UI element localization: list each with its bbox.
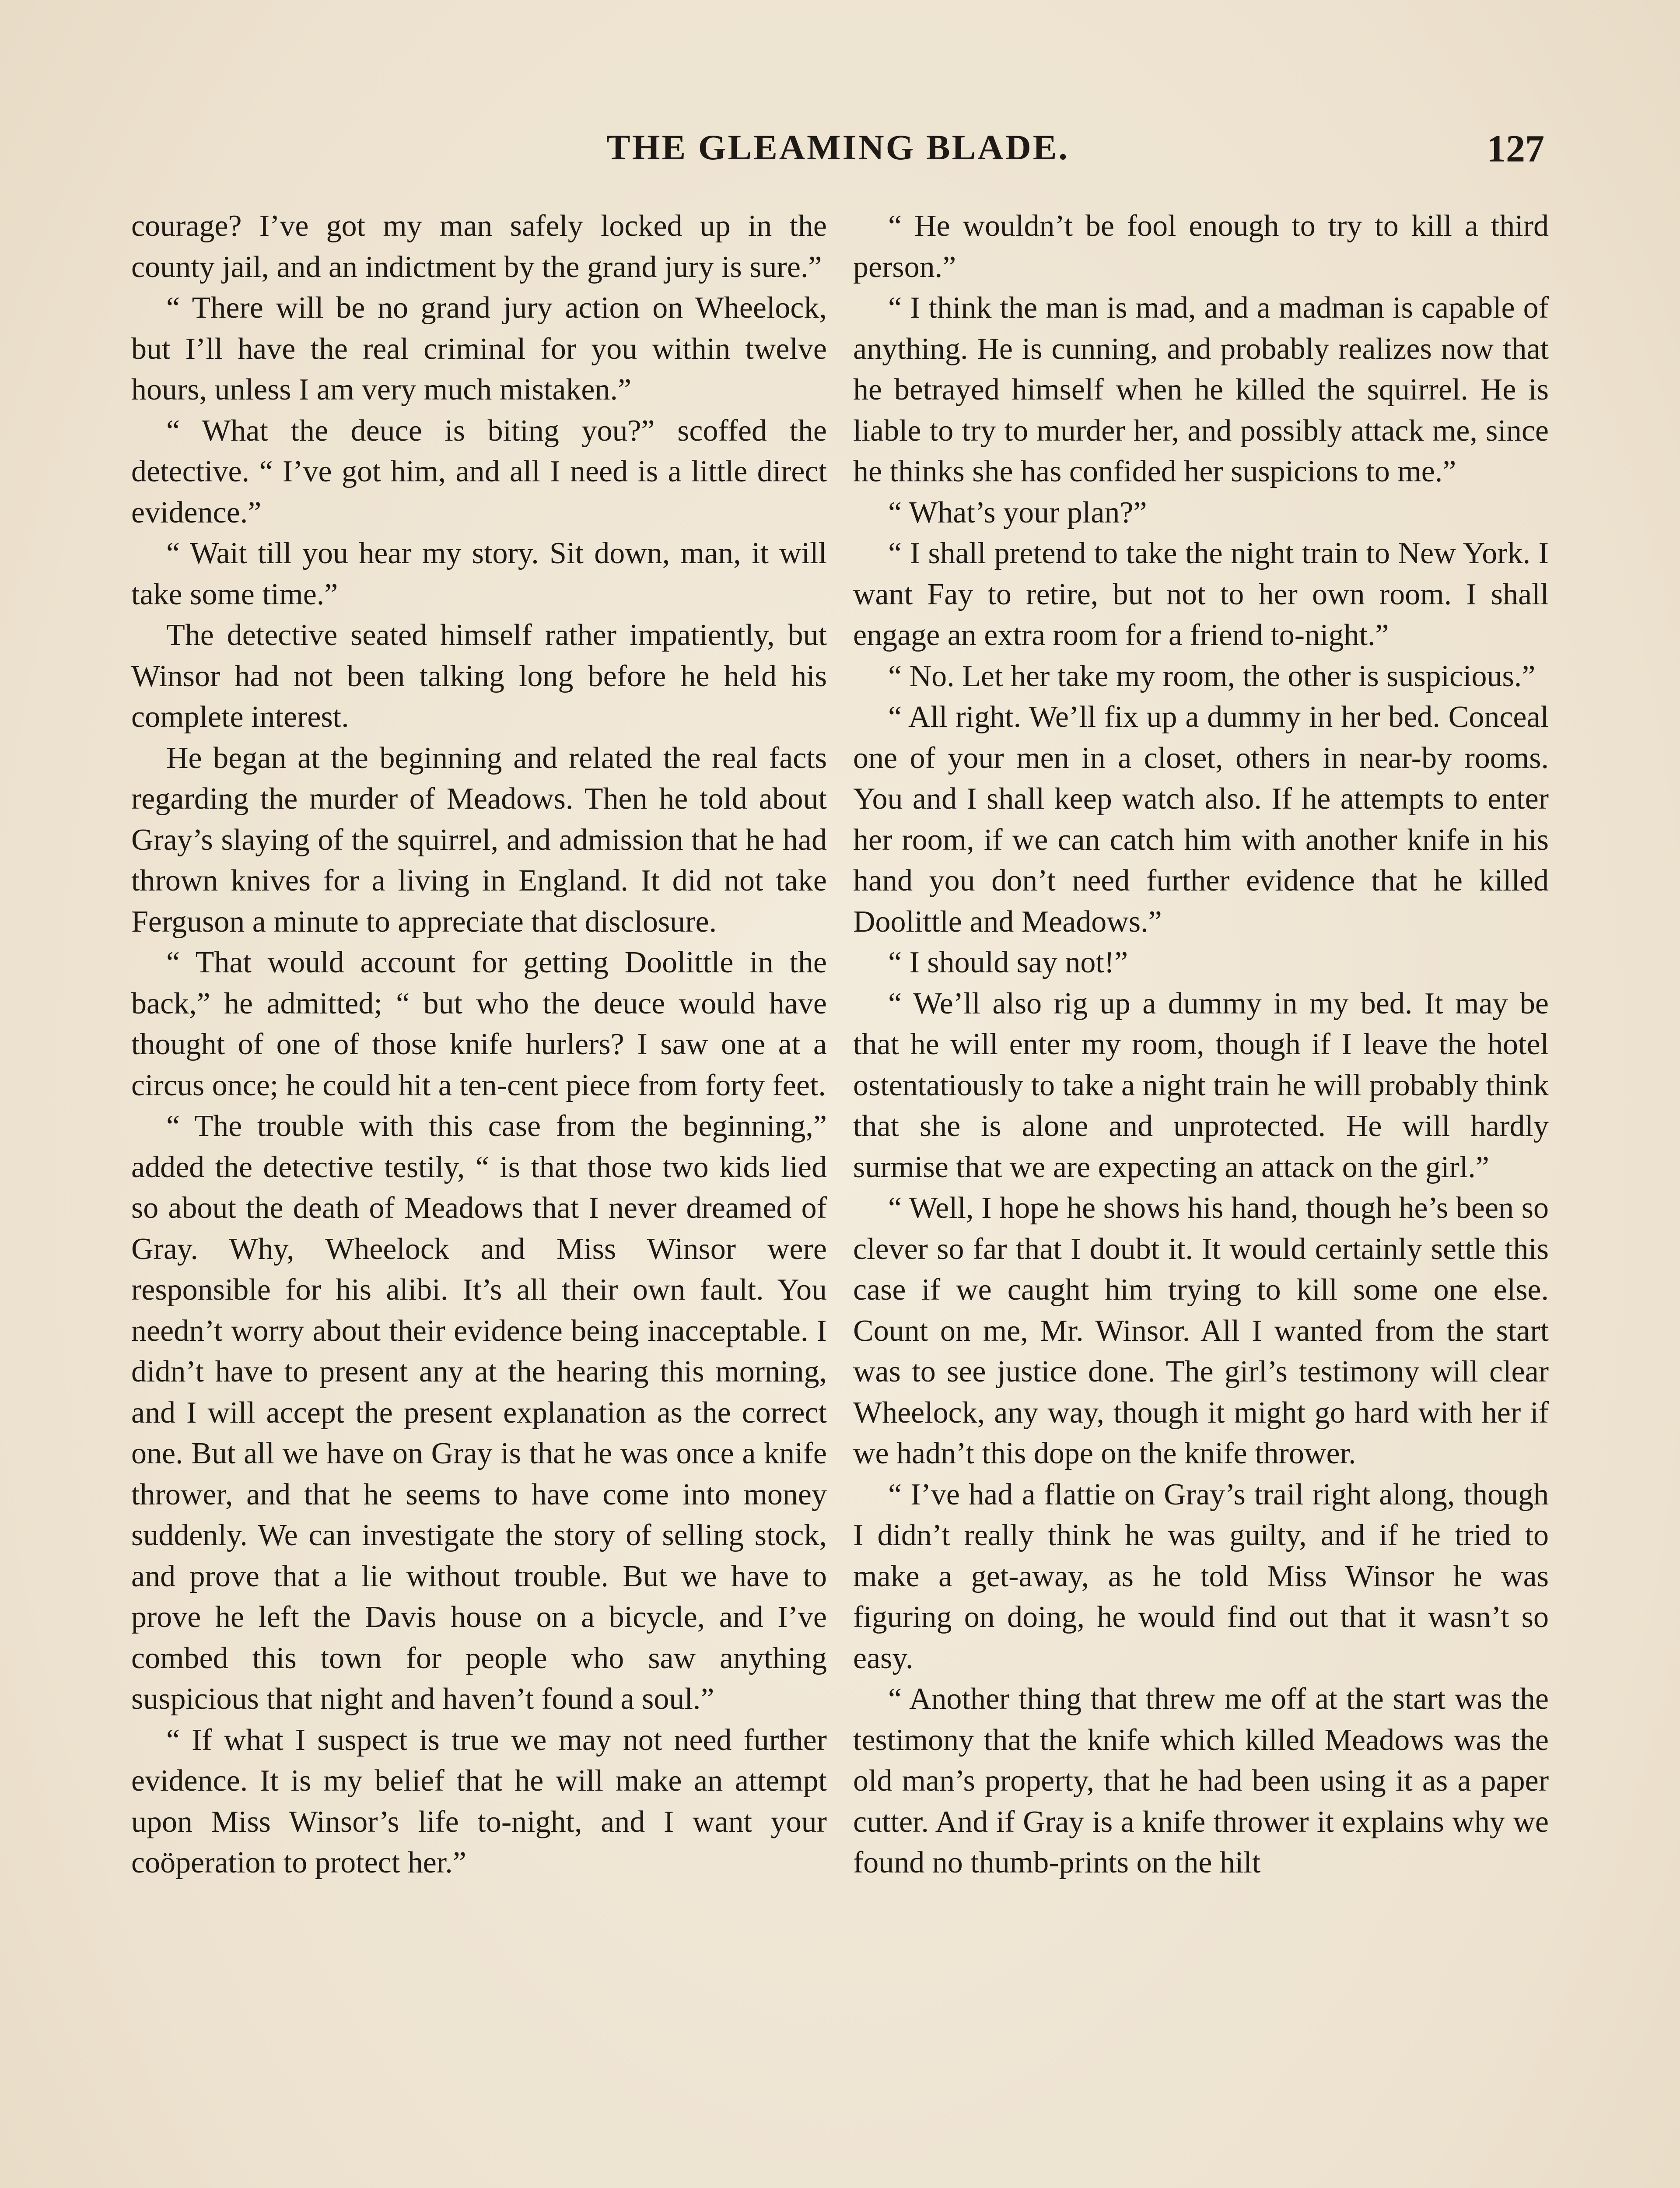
left-column xyxy=(131,206,827,1883)
paragraph: The detective seated himself rather impatiently, but Winsor had not been talking long before he held his complete interest. xyxy=(131,618,827,734)
paragraph: “ I’ve had a flattie on Gray’s trail right along, though I didn’t really think he was guilty, and if he tried to make a get-away, as he told Miss Winsor he was figuring on doing, he would find out that it wasn’t so easy. xyxy=(853,1477,1549,1675)
paragraph: “ We’ll also rig up a dummy in my bed. It may be that he will enter my room, though if I leave the hotel ostentatiously to take a night train he will probably think that she is alone and unprotected. He will hardly surmise that we are expecting an attack on the girl.” xyxy=(853,986,1549,1184)
paragraph: “ Another thing that threw me off at the start was the testimony that the knife which killed Meadows was the old man’s property, that he had been using it as a paper cutter. And if Gray is a knife thrower it explains why we found no thumb-prints on the hilt xyxy=(853,1682,1549,1879)
page-number: 127 xyxy=(1487,128,1544,170)
right-column xyxy=(853,206,1549,1883)
paragraph: “ I should say not!” xyxy=(888,946,1128,979)
paragraph: “ I shall pretend to take the night train to New York. I want Fay to retire, but not to her own room. I shall engage an extra room for a friend to-night.” xyxy=(853,536,1549,652)
paragraph: “ If what I suspect is true we may not need further evidence. It is my belief that he will make an attempt upon Miss Winsor’s life to-night, and I want your coöperation to protect her.” xyxy=(131,1723,827,1879)
paragraph: “ There will be no grand jury action on Wheelock, but I’ll have the real criminal for you within twelve hours, unless I am very much mistaken.” xyxy=(131,291,827,407)
paragraph: “ The trouble with this case from the beginning,” added the detective testily, “ is that those two kids lied so about the death of Meadows that I never dreamed of Gray. Why, Wheelock and Miss Winsor were responsible for his alibi. It’s all their own fault. You needn’t worry about their evidence being inacceptable. I didn’t have to present any at the hearing this morning, and I will accept the present explanation as the correct one. But all we have on Gray is that he was once a knife thrower, and that he seems to have come into money suddenly. We can investigate the story of selling stock, and prove that a lie without trouble. But we have to prove he left the Davis house on a bicycle, and I’ve combed this town for people who saw anything suspicious that night and haven’t found a soul.” xyxy=(131,1109,827,1716)
running-title: THE GLEAMING BLADE. xyxy=(606,127,1069,167)
paragraph: “ All right. We’ll fix up a dummy in her bed. Conceal one of your men in a closet, others in near-by rooms. You and I shall keep watch also. If he attempts to enter her room, if we can catch him with another knife in his hand you don’t need further evidence that he killed Doolittle and Meadows.” xyxy=(853,700,1549,939)
paragraph: “ He wouldn’t be fool enough to try to kill a third person.” xyxy=(853,209,1549,284)
paragraph: “ Wait till you hear my story. Sit down, man, it will take some time.” xyxy=(131,536,827,611)
paragraph: courage? I’ve got my man safely locked up in the county jail, and an indictment by the grand jury is sure.” xyxy=(131,209,827,284)
paragraph: “ What the deuce is biting you?” scoffed the detective. “ I’ve got him, and all I need is a little direct evidence.” xyxy=(131,414,827,529)
paragraph: “ No. Let her take my room, the other is suspicious.” xyxy=(888,659,1536,693)
paragraph: “ That would account for getting Doolittle in the back,” he admitted; “ but who the deuce would have thought of one of those knife hurlers? I saw one at a circus once; he could hit a ten-cent piece from forty feet. xyxy=(131,946,827,1102)
running-header xyxy=(131,127,1544,179)
paragraph: He began at the beginning and related the real facts regarding the murder of Meadows. Then he told about Gray’s slaying of the squirrel, and admission that he had thrown knives for a living in England. It did not take Ferguson a minute to appreciate that disclosure. xyxy=(131,741,827,939)
paragraph: “ What’s your plan?” xyxy=(888,495,1147,529)
paragraph: “ I think the man is mad, and a madman is capable of anything. He is cunning, and probably realizes now that he betrayed himself when he killed the squirrel. He is liable to try to murder her, and possibly attack me, since he thinks she has confided her suspicions to me.” xyxy=(853,291,1549,488)
paragraph: “ Well, I hope he shows his hand, though he’s been so clever so far that I doubt it. It would certainly settle this case if we caught him trying to kill some one else. Count on me, Mr. Winsor. All I wanted from the start was to see justice done. The girl’s testimony will clear Wheelock, any way, though it might go hard with her if we hadn’t this dope on the knife thrower. xyxy=(853,1191,1549,1470)
